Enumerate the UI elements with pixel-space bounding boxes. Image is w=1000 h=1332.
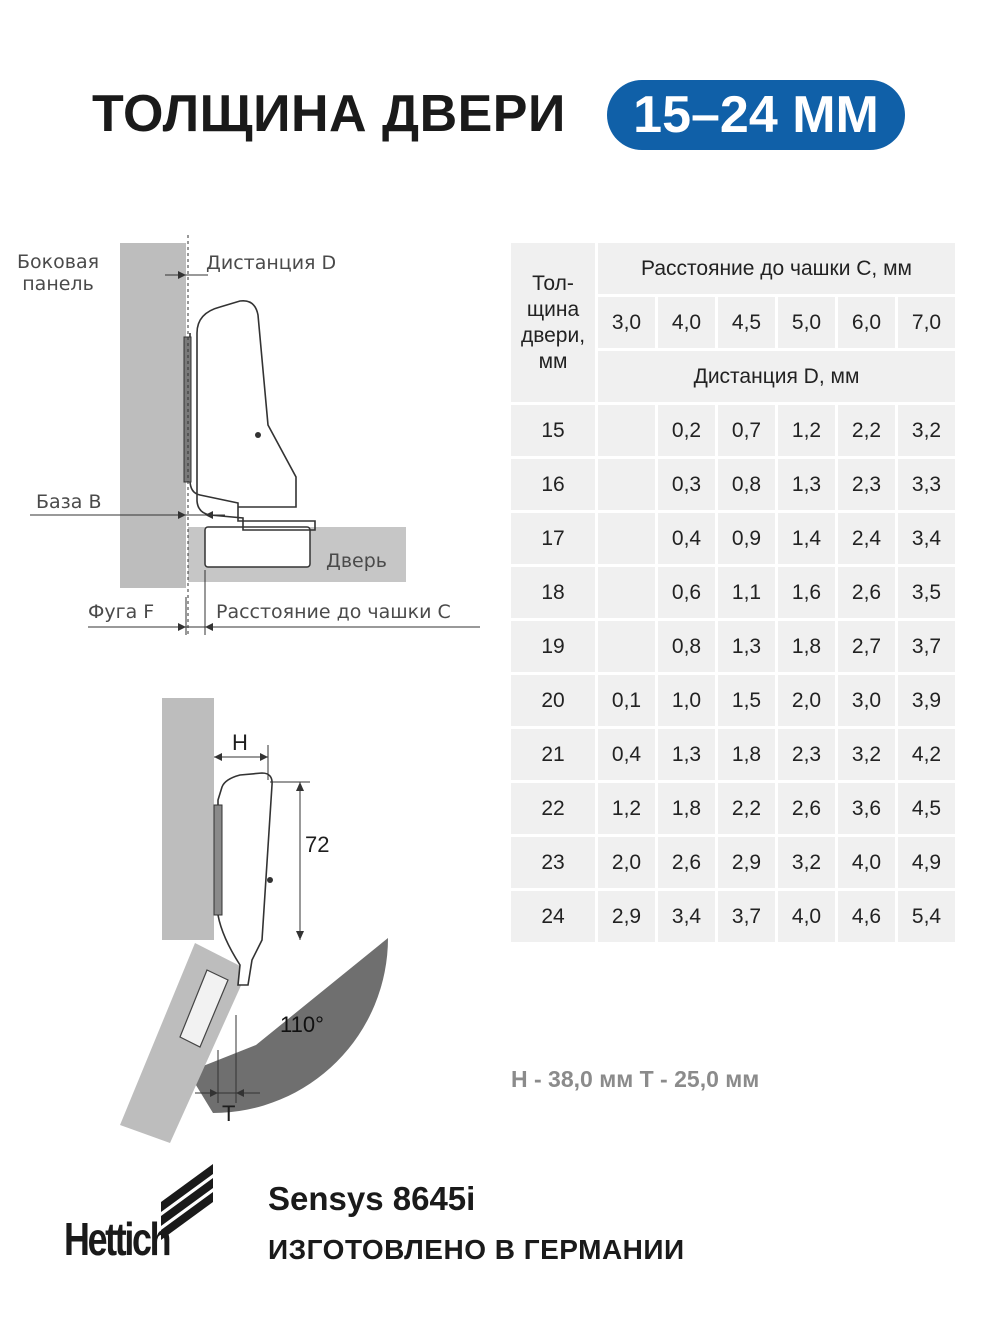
distance-cell: 1,4 <box>778 513 835 564</box>
distance-cell: 4,0 <box>778 891 835 942</box>
hinge-dimensions: H - 38,0 мм T - 25,0 мм <box>511 1066 760 1092</box>
label-base-b: База B <box>36 491 102 513</box>
table-row <box>511 783 955 834</box>
table-row <box>511 621 955 672</box>
side-panel-lower-shape <box>162 698 214 940</box>
distance-cell: 2,6 <box>778 783 835 834</box>
distance-cell: 0,4 <box>658 513 715 564</box>
label-t: T <box>222 1101 236 1126</box>
distance-cell: 2,9 <box>598 891 655 942</box>
distance-cell: 0,7 <box>718 405 775 456</box>
table-row <box>511 675 955 726</box>
hinge-arm-shape <box>190 301 315 530</box>
distance-cell: 3,6 <box>838 783 895 834</box>
distance-cell: 2,9 <box>718 837 775 888</box>
distance-cell: 1,8 <box>778 621 835 672</box>
distance-cell: 0,8 <box>718 459 775 510</box>
distance-cell: 1,1 <box>718 567 775 618</box>
distance-cell: 0,3 <box>658 459 715 510</box>
c-value: 7,0 <box>898 297 955 348</box>
distance-cell <box>598 459 655 510</box>
distance-cell: 3,7 <box>718 891 775 942</box>
distance-cell: 3,0 <box>838 675 895 726</box>
distance-cell: 3,3 <box>898 459 955 510</box>
distance-cell: 2,6 <box>838 567 895 618</box>
distance-cell: 3,5 <box>898 567 955 618</box>
distance-cell: 2,2 <box>838 405 895 456</box>
row-thickness: 20 <box>511 675 595 726</box>
distance-cell: 4,6 <box>838 891 895 942</box>
distance-cell: 1,8 <box>718 729 775 780</box>
distance-cell: 1,3 <box>778 459 835 510</box>
distance-cell: 1,0 <box>658 675 715 726</box>
row-thickness: 16 <box>511 459 595 510</box>
label-gap-f: Фуга F <box>88 601 155 623</box>
row-thickness: 24 <box>511 891 595 942</box>
distance-cell: 1,8 <box>658 783 715 834</box>
distance-cell: 3,7 <box>898 621 955 672</box>
distance-cell: 5,4 <box>898 891 955 942</box>
distance-cell: 2,3 <box>838 459 895 510</box>
header-cup-distance: Расстояние до чашки С, мм <box>598 243 955 294</box>
hinge-open-shape <box>218 773 272 985</box>
distance-cell: 3,2 <box>778 837 835 888</box>
distance-cell: 3,4 <box>898 513 955 564</box>
distance-cell: 3,9 <box>898 675 955 726</box>
page-title: ТОЛЩИНА ДВЕРИ <box>92 85 566 143</box>
header-door-thickness: Тол- щина двери, мм <box>511 243 595 402</box>
table-row <box>511 405 955 456</box>
header-distance-d: Дистанция D, мм <box>598 351 955 402</box>
distance-table <box>508 240 958 945</box>
distance-cell: 2,4 <box>838 513 895 564</box>
product-name: Sensys 8645i <box>268 1180 476 1217</box>
distance-cell: 2,7 <box>838 621 895 672</box>
distance-cell: 2,0 <box>598 837 655 888</box>
distance-cell: 4,2 <box>898 729 955 780</box>
thickness-range-badge: 15–24 ММ <box>607 80 905 150</box>
hinge-drawing <box>0 225 500 1145</box>
label-72: 72 <box>305 832 330 857</box>
row-thickness: 18 <box>511 567 595 618</box>
label-cup-distance-c: Расстояние до чашки C <box>216 601 451 623</box>
distance-cell: 0,6 <box>658 567 715 618</box>
side-panel-shape <box>120 243 186 588</box>
row-thickness: 21 <box>511 729 595 780</box>
distance-cell <box>598 405 655 456</box>
distance-cell: 2,0 <box>778 675 835 726</box>
table-row <box>511 513 955 564</box>
label-door: Дверь <box>326 550 387 572</box>
distance-cell <box>598 621 655 672</box>
distance-cell: 1,6 <box>778 567 835 618</box>
distance-cell: 1,2 <box>778 405 835 456</box>
distance-cell: 0,2 <box>658 405 715 456</box>
table-row <box>511 891 955 942</box>
c-value: 4,0 <box>658 297 715 348</box>
made-in-label: ИЗГОТОВЛЕНО В ГЕРМАНИИ <box>268 1234 685 1265</box>
hinge-cup-shape <box>205 527 310 567</box>
distance-cell: 2,6 <box>658 837 715 888</box>
distance-cell: 2,2 <box>718 783 775 834</box>
distance-cell <box>598 513 655 564</box>
distance-cell: 3,2 <box>898 405 955 456</box>
table-row <box>511 459 955 510</box>
table-row <box>511 567 955 618</box>
row-thickness: 17 <box>511 513 595 564</box>
distance-cell: 3,2 <box>838 729 895 780</box>
distance-cell: 4,9 <box>898 837 955 888</box>
c-value: 4,5 <box>718 297 775 348</box>
distance-cell: 1,3 <box>658 729 715 780</box>
label-angle: 110° <box>280 1012 324 1037</box>
label-h: H <box>232 730 248 755</box>
brand-name: Hettich <box>64 1213 170 1265</box>
distance-cell: 0,4 <box>598 729 655 780</box>
row-thickness: 19 <box>511 621 595 672</box>
distance-cell: 1,3 <box>718 621 775 672</box>
c-value: 3,0 <box>598 297 655 348</box>
table-row <box>511 837 955 888</box>
row-thickness: 15 <box>511 405 595 456</box>
distance-cell: 4,5 <box>898 783 955 834</box>
row-thickness: 23 <box>511 837 595 888</box>
distance-cell: 1,2 <box>598 783 655 834</box>
row-thickness: 22 <box>511 783 595 834</box>
distance-cell: 0,9 <box>718 513 775 564</box>
distance-cell: 1,5 <box>718 675 775 726</box>
hinge-diagram <box>0 225 500 1145</box>
distance-cell: 3,4 <box>658 891 715 942</box>
distance-cell: 0,8 <box>658 621 715 672</box>
label-side-panel: Боковая панель <box>17 251 100 295</box>
label-distance-d: Дистанция D <box>206 252 337 274</box>
c-value: 5,0 <box>778 297 835 348</box>
c-value: 6,0 <box>838 297 895 348</box>
distance-cell <box>598 567 655 618</box>
distance-cell: 2,3 <box>778 729 835 780</box>
distance-cell: 4,0 <box>838 837 895 888</box>
distance-cell: 0,1 <box>598 675 655 726</box>
table-row <box>511 729 955 780</box>
